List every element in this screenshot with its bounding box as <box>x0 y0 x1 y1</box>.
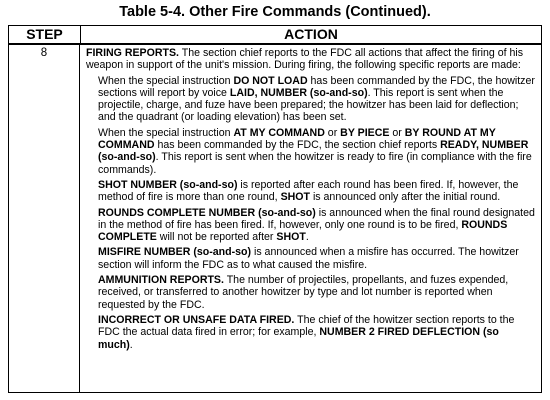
table-header-row <box>9 26 541 45</box>
firing-reports-intro: FIRING REPORTS. The section chief reports to the FDC all actions that affect the firing of his weapon in support of the unit's mission. During firing, the following specific reports are made: <box>86 47 524 72</box>
step-number: 8 <box>9 45 80 392</box>
ammunition-reports-paragraph: AMMUNITION REPORTS. The number of projectiles, propellants, and fuzes expended, received, or transferred to another howitzer by type and lot number is reported when requested by the FDC. <box>98 274 509 311</box>
table-title: Table 5-4. Other Fire Commands (Continued). <box>119 4 431 20</box>
action-column-header: ACTION <box>284 26 338 42</box>
at-my-command-paragraph: When the special instruction AT MY COMMAND or BY PIECE or BY ROUND AT MY COMMAND has been commanded by the FDC, the section chief reports READY, NUMBER (so-and-so). This report is sent when the howitzer is ready to fire (in compliance with the fire commands). <box>98 126 532 176</box>
table-row <box>9 45 541 392</box>
step-column-header: STEP <box>9 26 81 43</box>
action-cell <box>80 45 541 392</box>
shot-number-paragraph: SHOT NUMBER (so-and-so) is reported after each round has been fired. If, however, the method of fire is more than one round, SHOT is announced only after the initial round. <box>98 178 519 204</box>
rounds-complete-paragraph: ROUNDS COMPLETE NUMBER (so-and-so) is announced when the final round designated in the method of fire has been fired. If, however, only one round is to be fired, ROUNDS COMPLETE will not be reported after SHOT. <box>98 206 535 244</box>
do-not-load-paragraph: When the special instruction DO NOT LOAD has been commanded by the FDC, the howitzer sections will report by voice LAID, NUMBER (so-and-so). This report is sent when the projectile, charge, and fuze have been prepared; the howitzer has been laid for deflection; and the quadrant (or loading elevation) has been set. <box>98 74 535 124</box>
fire-commands-table <box>8 25 542 393</box>
incorrect-data-paragraph: INCORRECT OR UNSAFE DATA FIRED. The chief of the howitzer section reports to the FDC the actual data fired in error; for example, NUMBER 2 FIRED DEFLECTION (so much). <box>98 313 515 351</box>
misfire-paragraph: MISFIRE NUMBER (so-and-so) is announced when a misfire has occurred. The howitzer section will inform the FDC as to what caused the misfire. <box>98 246 519 271</box>
